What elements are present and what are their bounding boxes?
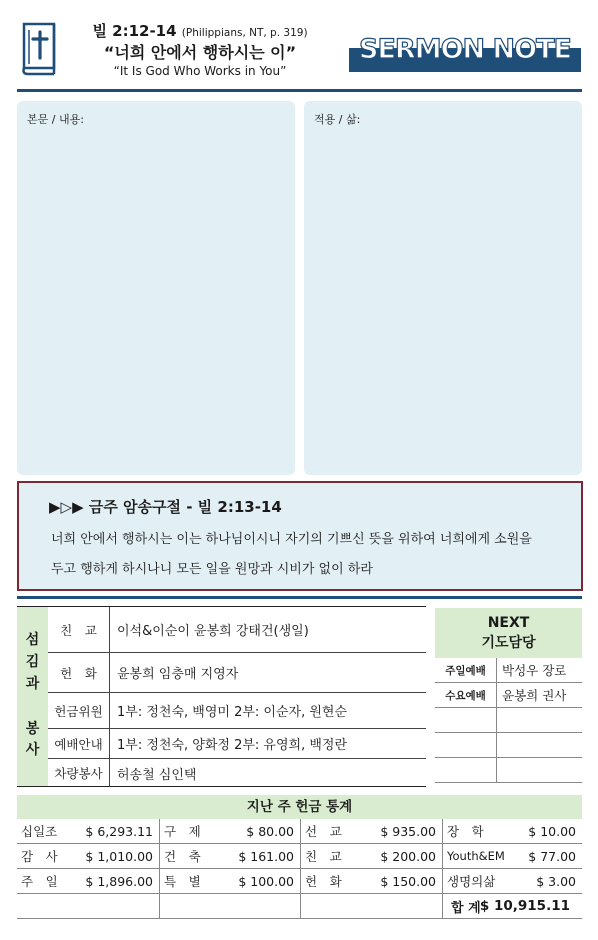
service-names: 허송철 심인택 [117,767,197,783]
offering-cell [301,844,443,868]
prayer-name: 윤봉희 권사 [502,688,567,703]
service-category: 예배안내 [48,729,110,758]
prayer-name: 박성우 장로 [502,663,567,678]
service-row [48,729,426,759]
next-prayer-table [435,608,582,788]
service-names: 1부: 정천숙, 백영미 2부: 이순자, 원현순 [117,705,348,720]
next-prayer-title-1: NEXT [487,615,530,631]
service-table [17,606,426,787]
offering-label: 구 제 [164,824,201,839]
offering-amount: $ 1,010.00 [85,848,153,864]
offering-label: 선 교 [305,824,342,839]
offering-amount: $ 10.00 [528,823,576,839]
offering-label: 감 사 [21,849,58,864]
sermon-title-en: “It Is God Who Works in You” [113,64,287,78]
offering-row [17,819,582,844]
offering-amount: $ 6,293.11 [85,823,153,839]
prayer-role [435,733,497,757]
offering-cell [160,869,301,893]
offering-cell [17,844,160,868]
offering-cell [160,894,301,918]
memory-verse-line-1: 너희 안에서 행하시는 이는 하나님이시니 자기의 기쁘신 뜻을 위하여 너희에게 소원을 [51,532,532,547]
offering-row [17,869,582,894]
sermon-title-kr: “너희 안에서 행하시는 이” [103,43,297,62]
side-char: 김 [25,654,40,670]
service-names: 윤봉희 임충매 지영자 [117,667,239,682]
offering-cell [17,894,160,918]
memory-verse-box [17,481,583,591]
side-char: 사 [25,742,40,758]
offering-cell [17,869,160,893]
side-char: 봉 [25,721,40,737]
offering-cell [301,869,443,893]
content-note-label: 본문 / 내용: [27,113,84,126]
service-category: 친 교 [48,607,110,652]
offering-label: 친 교 [305,849,342,864]
offering-cell [443,869,582,893]
service-row [48,759,426,787]
next-prayer-title-2: 기도담당 [481,635,536,651]
service-category: 헌금위원 [48,693,110,728]
application-note-label: 적용 / 삶: [314,113,361,126]
offering-cell [160,819,301,843]
scripture-reference [0,20,400,41]
next-prayer-row [435,658,582,683]
offering-amount: $ 100.00 [238,873,294,889]
service-names: 1부: 정천숙, 양화정 2부: 유영희, 백정란 [117,738,348,753]
offering-cell [301,819,443,843]
offering-cell [443,844,582,868]
next-prayer-row [435,758,582,783]
offering-total-label: 합 계 [451,900,481,916]
application-note-box[interactable] [304,101,582,475]
offering-cell [443,819,582,843]
offering-amount: $ 935.00 [380,823,436,839]
side-char: 과 [25,676,40,692]
offering-total-cell [443,894,582,918]
arrow-icons: ▶▷▶ [49,498,84,516]
service-row [48,653,426,693]
reference-main: 빌 2:12-14 [92,22,177,40]
offering-total-row [17,894,582,919]
offering-total-amount: $ 10,915.11 [479,898,570,914]
service-names: 이석&이순이 윤봉희 강태건(생일) [117,624,309,639]
offering-cell [17,819,160,843]
offering-label: 헌 화 [305,874,342,889]
prayer-role: 수요예배 [435,683,497,707]
service-row [48,693,426,729]
offering-label: 십일조 [21,824,58,839]
memory-verse-line-2: 두고 행하게 하시나니 모든 일을 원망과 시비가 없이 하라 [51,562,373,577]
offering-amount: $ 1,896.00 [85,873,153,889]
next-prayer-row [435,683,582,708]
offering-amount: $ 80.00 [246,823,294,839]
offering-label: 건 축 [164,849,201,864]
prayer-role: 주일예배 [435,658,497,682]
offering-amount: $ 150.00 [380,873,436,889]
offering-amount: $ 77.00 [528,848,576,864]
offering-label: 특 별 [164,874,201,889]
service-side-label [17,607,48,786]
offering-label: 생명의삶 [447,874,496,889]
service-category: 차량봉사 [48,759,110,787]
content-note-box[interactable] [17,101,295,475]
offering-cell [160,844,301,868]
offering-label: 주 일 [21,874,58,889]
offering-amount: $ 3.00 [536,873,576,889]
service-category: 헌 화 [48,653,110,692]
offering-amount: $ 161.00 [238,848,294,864]
offering-label: 장 학 [447,824,484,839]
offering-amount: $ 200.00 [380,848,436,864]
side-char: 섬 [25,632,40,648]
offering-row [17,844,582,869]
service-row [48,607,426,653]
section-divider [17,596,582,599]
prayer-role [435,708,497,732]
reference-sub: (Philippians, NT, p. 319) [181,27,308,39]
offering-cell [301,894,443,918]
memory-verse-heading: 금주 암송구절 - 빌 2:13-14 [88,498,282,516]
next-prayer-row [435,708,582,733]
header-divider [17,89,582,92]
prayer-role [435,758,497,782]
offering-title: 지난 주 헌금 통계 [17,795,582,819]
offering-label: Youth&EM [447,849,505,863]
memory-verse-title [49,496,282,517]
next-prayer-header [435,608,582,658]
next-prayer-row [435,733,582,758]
sermon-note-title: SERMON NOTE [359,34,571,65]
